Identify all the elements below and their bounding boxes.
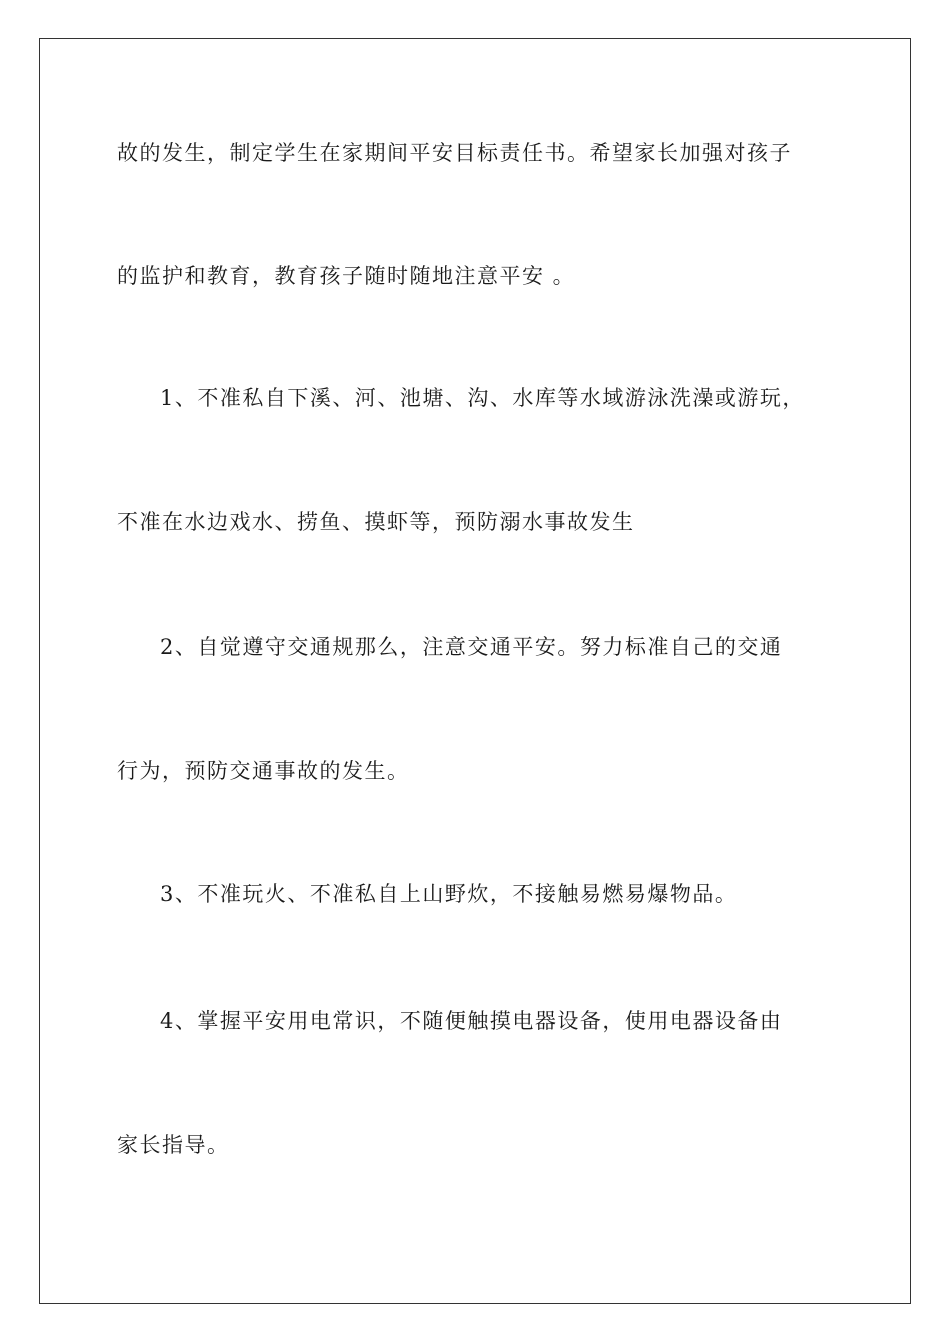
paragraph-line: 的监护和教育，教育孩子随时随地注意平安 。 xyxy=(117,264,576,288)
list-item-3-line: 3、不准玩火、不准私自上山野炊，不接触易燃易爆物品。 xyxy=(160,882,738,906)
list-item-2-line: 2、自觉遵守交通规那么，注意交通平安。努力标准自己的交通 xyxy=(160,635,783,659)
list-item-1-line: 1、不准私自下溪、河、池塘、沟、水库等水域游泳洗澡或游玩， xyxy=(160,386,805,410)
list-item-4-line: 4、掌握平安用电常识，不随便触摸电器设备，使用电器设备由 xyxy=(160,1009,783,1033)
list-item-4-line: 家长指导。 xyxy=(117,1133,230,1157)
paragraph-line: 故的发生，制定学生在家期间平安目标责任书。希望家长加强对孩子 xyxy=(117,141,792,165)
list-item-1-line: 不准在水边戏水、捞鱼、摸虾等，预防溺水事故发生 xyxy=(117,510,635,534)
page-frame xyxy=(39,38,911,1304)
list-item-2-line: 行为，预防交通事故的发生。 xyxy=(117,759,410,783)
